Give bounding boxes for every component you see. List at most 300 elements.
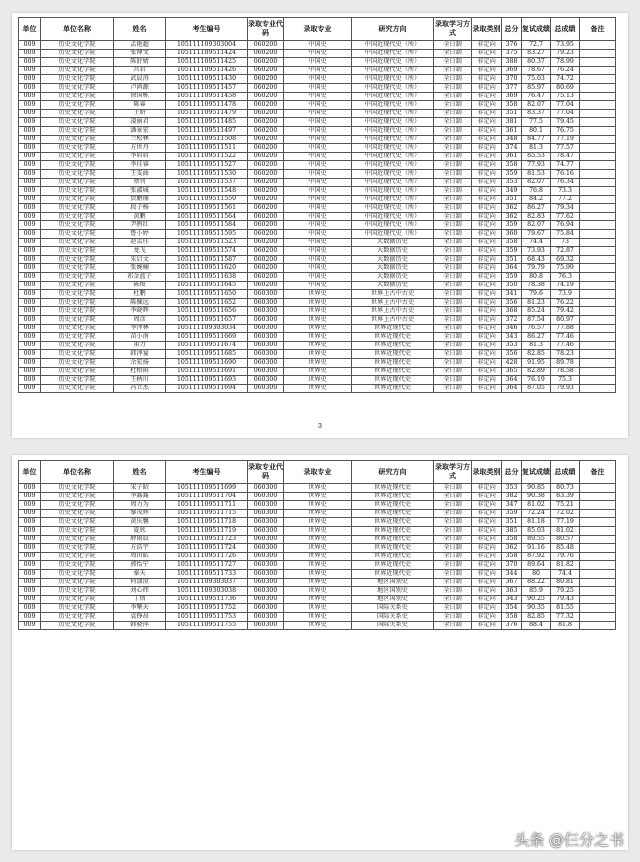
table-cell: 世界近现代史 <box>352 518 434 527</box>
table-cell <box>580 101 616 110</box>
table-cell: 朱启文 <box>114 255 166 264</box>
table-cell: 105111109511715 <box>166 509 248 518</box>
table-cell: 黎茂辉 <box>114 509 166 518</box>
table-cell: 75.84 <box>551 230 580 239</box>
table-cell: 非定向 <box>472 101 502 110</box>
table-cell: 77.88 <box>551 324 580 333</box>
table-cell: 卢鸿源 <box>114 83 166 92</box>
table-cell: 75.99 <box>551 264 580 273</box>
table-cell: 009 <box>19 492 41 501</box>
table-cell: 全日制 <box>434 144 472 153</box>
table-cell: 105111109511561 <box>166 204 248 213</box>
table-cell: 86.27 <box>522 204 551 213</box>
table-cell <box>580 367 616 376</box>
table-cell: 060300 <box>248 492 284 501</box>
column-header: 录取类别 <box>472 461 502 484</box>
table-cell: 世界近现代史 <box>352 384 434 393</box>
table-cell: 历史文化学院 <box>41 230 114 239</box>
column-header: 单位 <box>19 461 41 484</box>
table-cell: 76.47 <box>522 92 551 101</box>
table-cell: 009 <box>19 526 41 535</box>
table-cell: 世界史 <box>284 544 352 553</box>
table-cell: 周力为 <box>114 501 166 510</box>
table-cell: 世界史 <box>284 367 352 376</box>
column-header: 备注 <box>580 461 616 484</box>
table-cell: 79.45 <box>551 118 580 127</box>
table-cell: 105111109511430 <box>166 75 248 84</box>
table-cell: 非定向 <box>472 58 502 67</box>
table-cell <box>580 518 616 527</box>
table-cell: 世界史 <box>284 509 352 518</box>
table-cell: 060200 <box>248 247 284 256</box>
table-cell: 060300 <box>248 384 284 393</box>
table-cell: 78.38 <box>522 281 551 290</box>
table-cell: 72.87 <box>551 247 580 256</box>
table-cell: 中国史 <box>284 135 352 144</box>
table-cell: 009 <box>19 161 41 170</box>
table-cell: 060300 <box>248 526 284 535</box>
table-cell: 全日制 <box>434 161 472 170</box>
table-cell: 060200 <box>248 118 284 127</box>
table-cell: 361 <box>502 126 522 135</box>
table-cell: 105111109511727 <box>166 561 248 570</box>
table-cell: 非定向 <box>472 178 502 187</box>
table-cell: 非定向 <box>472 255 502 264</box>
table-cell: 世界近现代史 <box>352 509 434 518</box>
table-cell: 060300 <box>248 290 284 299</box>
table-cell: 060200 <box>248 66 284 75</box>
table-cell: 历史文化学院 <box>41 384 114 393</box>
table-cell: 79.93 <box>551 384 580 393</box>
table-cell: 夏欣 <box>114 526 166 535</box>
table-cell: 非定向 <box>472 587 502 596</box>
table-cell: 全日制 <box>434 58 472 67</box>
table-cell: 世界近现代史 <box>352 484 434 493</box>
table-cell: 87.92 <box>522 552 551 561</box>
table-cell: 世界史 <box>284 561 352 570</box>
table-cell: 358 <box>502 238 522 247</box>
table-cell: 77.04 <box>551 101 580 110</box>
table-cell: 世界史 <box>284 307 352 316</box>
table-row <box>19 501 616 510</box>
table-cell: 060300 <box>248 376 284 385</box>
table-cell: 009 <box>19 333 41 342</box>
table-cell: 历史文化学院 <box>41 298 114 307</box>
table-cell <box>580 230 616 239</box>
table-cell: 009 <box>19 118 41 127</box>
table-cell: 非定向 <box>472 484 502 493</box>
table-cell: 地区国别史 <box>352 587 434 596</box>
table-cell: 76.94 <box>551 221 580 230</box>
table-cell: 75.13 <box>551 92 580 101</box>
table-cell: 世界史 <box>284 290 352 299</box>
table-cell: 世界史 <box>284 621 352 630</box>
table-cell: 105111109511478 <box>166 101 248 110</box>
table-cell: 兰松林 <box>114 135 166 144</box>
table-cell: 105111109511511 <box>166 144 248 153</box>
table-cell: 全日制 <box>434 281 472 290</box>
table-cell: 91.95 <box>522 358 551 367</box>
table-cell <box>580 169 616 178</box>
table-cell: 赵孟佳 <box>114 238 166 247</box>
table-cell: 全日制 <box>434 290 472 299</box>
table-cell: 105111109511704 <box>166 492 248 501</box>
table-cell: 世界上古中古史 <box>352 298 434 307</box>
table-cell: 非定向 <box>472 341 502 350</box>
table-row <box>19 247 616 256</box>
table-cell: 世界近现代史 <box>352 333 434 342</box>
table-cell: 89.78 <box>551 358 580 367</box>
table-cell: 中国近现代史（所） <box>352 144 434 153</box>
table-row <box>19 144 616 153</box>
table-cell: 非定向 <box>472 169 502 178</box>
table-cell: 世界近现代史 <box>352 501 434 510</box>
table-cell: 060300 <box>248 612 284 621</box>
table-cell: 非定向 <box>472 350 502 359</box>
table-cell: 91.16 <box>522 544 551 553</box>
table-cell: 非定向 <box>472 492 502 501</box>
table-cell: 060200 <box>248 75 284 84</box>
table-cell: 105111109511736 <box>166 595 248 604</box>
table-cell: 105111109511458 <box>166 92 248 101</box>
table-cell: 中国史 <box>284 221 352 230</box>
table-cell: 孟艳超 <box>114 41 166 50</box>
column-header: 总分 <box>502 18 522 41</box>
table-cell <box>580 187 616 196</box>
table-cell: 060200 <box>248 58 284 67</box>
table-cell <box>580 109 616 118</box>
table-cell: 359 <box>502 247 522 256</box>
table-cell: 80.8 <box>522 273 551 282</box>
table-cell: 中国近现代史（所） <box>352 75 434 84</box>
table-cell: 全日制 <box>434 152 472 161</box>
table-cell: 非定向 <box>472 544 502 553</box>
table-cell: 非定向 <box>472 161 502 170</box>
table-cell: 方世丹 <box>114 144 166 153</box>
table-cell: 80.37 <box>522 58 551 67</box>
table-cell: 060200 <box>248 92 284 101</box>
table-cell: 中国近现代史（所） <box>352 66 434 75</box>
table-cell: 060200 <box>248 109 284 118</box>
table-cell: 非定向 <box>472 578 502 587</box>
table-cell: 世界近现代史 <box>352 544 434 553</box>
table-row <box>19 204 616 213</box>
table-cell: 105111109511753 <box>166 612 248 621</box>
table-cell: 李眉眉 <box>114 152 166 161</box>
table-cell: 76.19 <box>522 376 551 385</box>
table-cell: 陈睿 <box>114 101 166 110</box>
table-cell: 历史文化学院 <box>41 135 114 144</box>
table-cell: 363 <box>502 587 522 596</box>
table-cell: 世界史 <box>284 535 352 544</box>
table-cell: 非定向 <box>472 195 502 204</box>
table-cell: 009 <box>19 58 41 67</box>
table-cell: 105111109511457 <box>166 83 248 92</box>
table-cell: 75.03 <box>522 75 551 84</box>
table-cell: 历史文化学院 <box>41 341 114 350</box>
table-cell: 非定向 <box>472 535 502 544</box>
table-cell: 76.75 <box>551 126 580 135</box>
table-cell: 大数据历史 <box>352 255 434 264</box>
table-cell <box>580 552 616 561</box>
table-cell: 78.47 <box>551 152 580 161</box>
table-cell <box>580 604 616 613</box>
table-cell: 中国史 <box>284 255 352 264</box>
table-cell: 060200 <box>248 144 284 153</box>
admission-table-page-2 <box>18 460 616 630</box>
table-cell: 历史文化学院 <box>41 178 114 187</box>
table-cell: 世界史 <box>284 324 352 333</box>
table-cell: 历史文化学院 <box>41 204 114 213</box>
table-cell: 83.27 <box>522 49 551 58</box>
column-header: 录取专业代码 <box>248 461 284 484</box>
table-cell: 060300 <box>248 307 284 316</box>
table-cell: 中国史 <box>284 109 352 118</box>
table-cell <box>580 621 616 630</box>
table-row <box>19 152 616 161</box>
table-cell: 009 <box>19 350 41 359</box>
table-cell: 77.93 <box>522 161 551 170</box>
table-cell: 105111109511645 <box>166 281 248 290</box>
table-cell: 中国史 <box>284 101 352 110</box>
column-header: 复试成绩 <box>522 18 551 41</box>
table-cell: 77.62 <box>551 212 580 221</box>
table-cell: 105111109511530 <box>166 169 248 178</box>
table-cell: 009 <box>19 126 41 135</box>
table-cell: 地区国别史 <box>352 578 434 587</box>
table-cell: 105111109511724 <box>166 544 248 553</box>
table-cell: 105111109511685 <box>166 350 248 359</box>
table-cell: 中国史 <box>284 273 352 282</box>
table-cell <box>580 290 616 299</box>
table-cell: 060300 <box>248 595 284 604</box>
table-cell: 周彦 <box>114 316 166 325</box>
table-row <box>19 578 616 587</box>
table-cell: 全日制 <box>434 535 472 544</box>
table-cell <box>580 212 616 221</box>
table-cell: 105111109303038 <box>166 587 248 596</box>
table-cell: 武晨涛 <box>114 75 166 84</box>
table-cell: 105111109511691 <box>166 367 248 376</box>
table-cell: 009 <box>19 247 41 256</box>
table-cell: 非定向 <box>472 569 502 578</box>
table-cell: 黄庆馨 <box>114 518 166 527</box>
table-cell: 367 <box>502 578 522 587</box>
table-cell: 009 <box>19 316 41 325</box>
table-cell: 72.24 <box>522 509 551 518</box>
table-cell: 全日制 <box>434 341 472 350</box>
table-cell: 历史文化学院 <box>41 195 114 204</box>
table-cell: 世界上古中古史 <box>352 316 434 325</box>
table-cell: 77.19 <box>551 518 580 527</box>
table-cell: 80.69 <box>551 83 580 92</box>
table-cell: 364 <box>502 264 522 273</box>
table-cell: 历史文化学院 <box>41 492 114 501</box>
table-cell: 大数据历史 <box>352 281 434 290</box>
table-cell: 361 <box>502 152 522 161</box>
table-cell: 历史文化学院 <box>41 83 114 92</box>
table-cell: 历史文化学院 <box>41 518 114 527</box>
table-row <box>19 109 616 118</box>
table-cell: 非定向 <box>472 230 502 239</box>
table-cell: 非定向 <box>472 187 502 196</box>
table-cell: 009 <box>19 204 41 213</box>
table-cell: 060300 <box>248 341 284 350</box>
table-cell: 世界史 <box>284 350 352 359</box>
table-cell <box>580 41 616 50</box>
table-cell: 中国史 <box>284 204 352 213</box>
table-cell <box>580 544 616 553</box>
table-cell: 历史文化学院 <box>41 367 114 376</box>
table-cell: 79.6 <box>522 290 551 299</box>
table-cell: 历史文化学院 <box>41 247 114 256</box>
table-cell: 中国近现代史（所） <box>352 178 434 187</box>
table-cell: 009 <box>19 535 41 544</box>
table-cell: 周田皓 <box>114 552 166 561</box>
table-cell: 060300 <box>248 535 284 544</box>
table-cell: 陈俊 <box>114 281 166 290</box>
table-cell: 72.02 <box>551 509 580 518</box>
table-row <box>19 612 616 621</box>
table-cell: 76.3 <box>551 273 580 282</box>
table-cell: 060200 <box>248 264 284 273</box>
table-cell: 历史文化学院 <box>41 604 114 613</box>
table-cell: 袁铮昂 <box>114 612 166 621</box>
table-cell: 非定向 <box>472 324 502 333</box>
table-cell: 中国史 <box>284 247 352 256</box>
table-cell: 全日制 <box>434 501 472 510</box>
table-cell: 009 <box>19 273 41 282</box>
table-cell: 历史文化学院 <box>41 612 114 621</box>
table-cell: 全日制 <box>434 604 472 613</box>
table-cell: 非定向 <box>472 509 502 518</box>
table-cell: 世界上古中古史 <box>352 290 434 299</box>
table-cell: 全日制 <box>434 255 472 264</box>
table-cell: 非定向 <box>472 273 502 282</box>
table-cell: 350 <box>502 281 522 290</box>
table-cell: 105111109511574 <box>166 247 248 256</box>
table-cell: 356 <box>502 350 522 359</box>
table-cell: 世界史 <box>284 316 352 325</box>
table-cell: 85.97 <box>522 83 551 92</box>
table-cell: 79.42 <box>551 307 580 316</box>
table-cell: 张博文 <box>114 49 166 58</box>
table-cell: 世界近现代史 <box>352 324 434 333</box>
table-cell: 全日制 <box>434 247 472 256</box>
table-cell: 历史文化学院 <box>41 49 114 58</box>
table-cell: 376 <box>502 41 522 50</box>
table-cell: 76.24 <box>551 66 580 75</box>
table-cell <box>580 204 616 213</box>
table-row <box>19 187 616 196</box>
table-cell: 78.67 <box>522 66 551 75</box>
table-cell: 79.67 <box>522 230 551 239</box>
table-cell <box>580 526 616 535</box>
table-cell <box>580 298 616 307</box>
table-cell: 中国近现代史（所） <box>352 169 434 178</box>
table-cell: 362 <box>502 204 522 213</box>
table-cell: 349 <box>502 187 522 196</box>
table-cell: 中国史 <box>284 195 352 204</box>
table-row <box>19 367 616 376</box>
table-cell: 世界近现代史 <box>352 358 434 367</box>
table-cell: 376 <box>502 621 522 630</box>
table-cell: 中国近现代史（所） <box>352 49 434 58</box>
table-cell <box>580 341 616 350</box>
table-cell: 历史文化学院 <box>41 333 114 342</box>
table-cell: 全日制 <box>434 238 472 247</box>
table-row <box>19 535 616 544</box>
table-cell: 尹鹃红 <box>114 221 166 230</box>
table-cell: 060200 <box>248 178 284 187</box>
table-cell: 105111109511718 <box>166 518 248 527</box>
table-row <box>19 358 616 367</box>
table-cell <box>580 144 616 153</box>
table-cell: 非定向 <box>472 109 502 118</box>
table-cell: 73.9 <box>551 290 580 299</box>
table-cell: 060300 <box>248 604 284 613</box>
table-cell: 世界史 <box>284 341 352 350</box>
table-cell: 非定向 <box>472 83 502 92</box>
table-cell: 全日制 <box>434 135 472 144</box>
table-cell: 73.3 <box>551 187 580 196</box>
table-row <box>19 161 616 170</box>
table-cell: 82.07 <box>522 221 551 230</box>
table-cell: 060300 <box>248 561 284 570</box>
table-cell: 历史文化学院 <box>41 58 114 67</box>
table-row <box>19 212 616 221</box>
table-cell: 历史文化学院 <box>41 41 114 50</box>
table-cell: 全日制 <box>434 66 472 75</box>
table-cell: 世界史 <box>284 569 352 578</box>
table-cell: 全日制 <box>434 109 472 118</box>
table-cell: 79.34 <box>551 204 580 213</box>
column-header: 备注 <box>580 18 616 41</box>
table-cell: 苗小南 <box>114 333 166 342</box>
table-row <box>19 621 616 630</box>
table-cell: 358 <box>502 612 522 621</box>
table-cell: 81.82 <box>551 561 580 570</box>
table-cell: 全日制 <box>434 75 472 84</box>
table-row <box>19 273 616 282</box>
table-cell: 李晓辉 <box>114 307 166 316</box>
table-cell: 90.25 <box>522 595 551 604</box>
table-row <box>19 41 616 50</box>
table-cell: 358 <box>502 101 522 110</box>
table-cell: 105111109511564 <box>166 212 248 221</box>
table-cell: 中国近现代史（所） <box>352 161 434 170</box>
table-cell: 杜梧雨 <box>114 367 166 376</box>
table-cell: 世界史 <box>284 578 352 587</box>
table-cell: 105111109511537 <box>166 178 248 187</box>
table-cell: 非定向 <box>472 367 502 376</box>
table-cell: 81.8 <box>551 621 580 630</box>
table-cell: 中国近现代史（所） <box>352 109 434 118</box>
table-cell: 060200 <box>248 49 284 58</box>
table-cell: 105111109511523 <box>166 238 248 247</box>
table-cell: 历史文化学院 <box>41 535 114 544</box>
table-cell: 王柄川 <box>114 376 166 385</box>
table-cell: 全日制 <box>434 92 472 101</box>
table-cell: 77.5 <box>522 118 551 127</box>
table-cell: 中国史 <box>284 178 352 187</box>
table-cell: 中国史 <box>284 281 352 290</box>
table-cell <box>580 238 616 247</box>
table-cell: 78.23 <box>551 350 580 359</box>
table-cell: 世界近现代史 <box>352 376 434 385</box>
table-cell: 351 <box>502 255 522 264</box>
table-cell: 非定向 <box>472 66 502 75</box>
